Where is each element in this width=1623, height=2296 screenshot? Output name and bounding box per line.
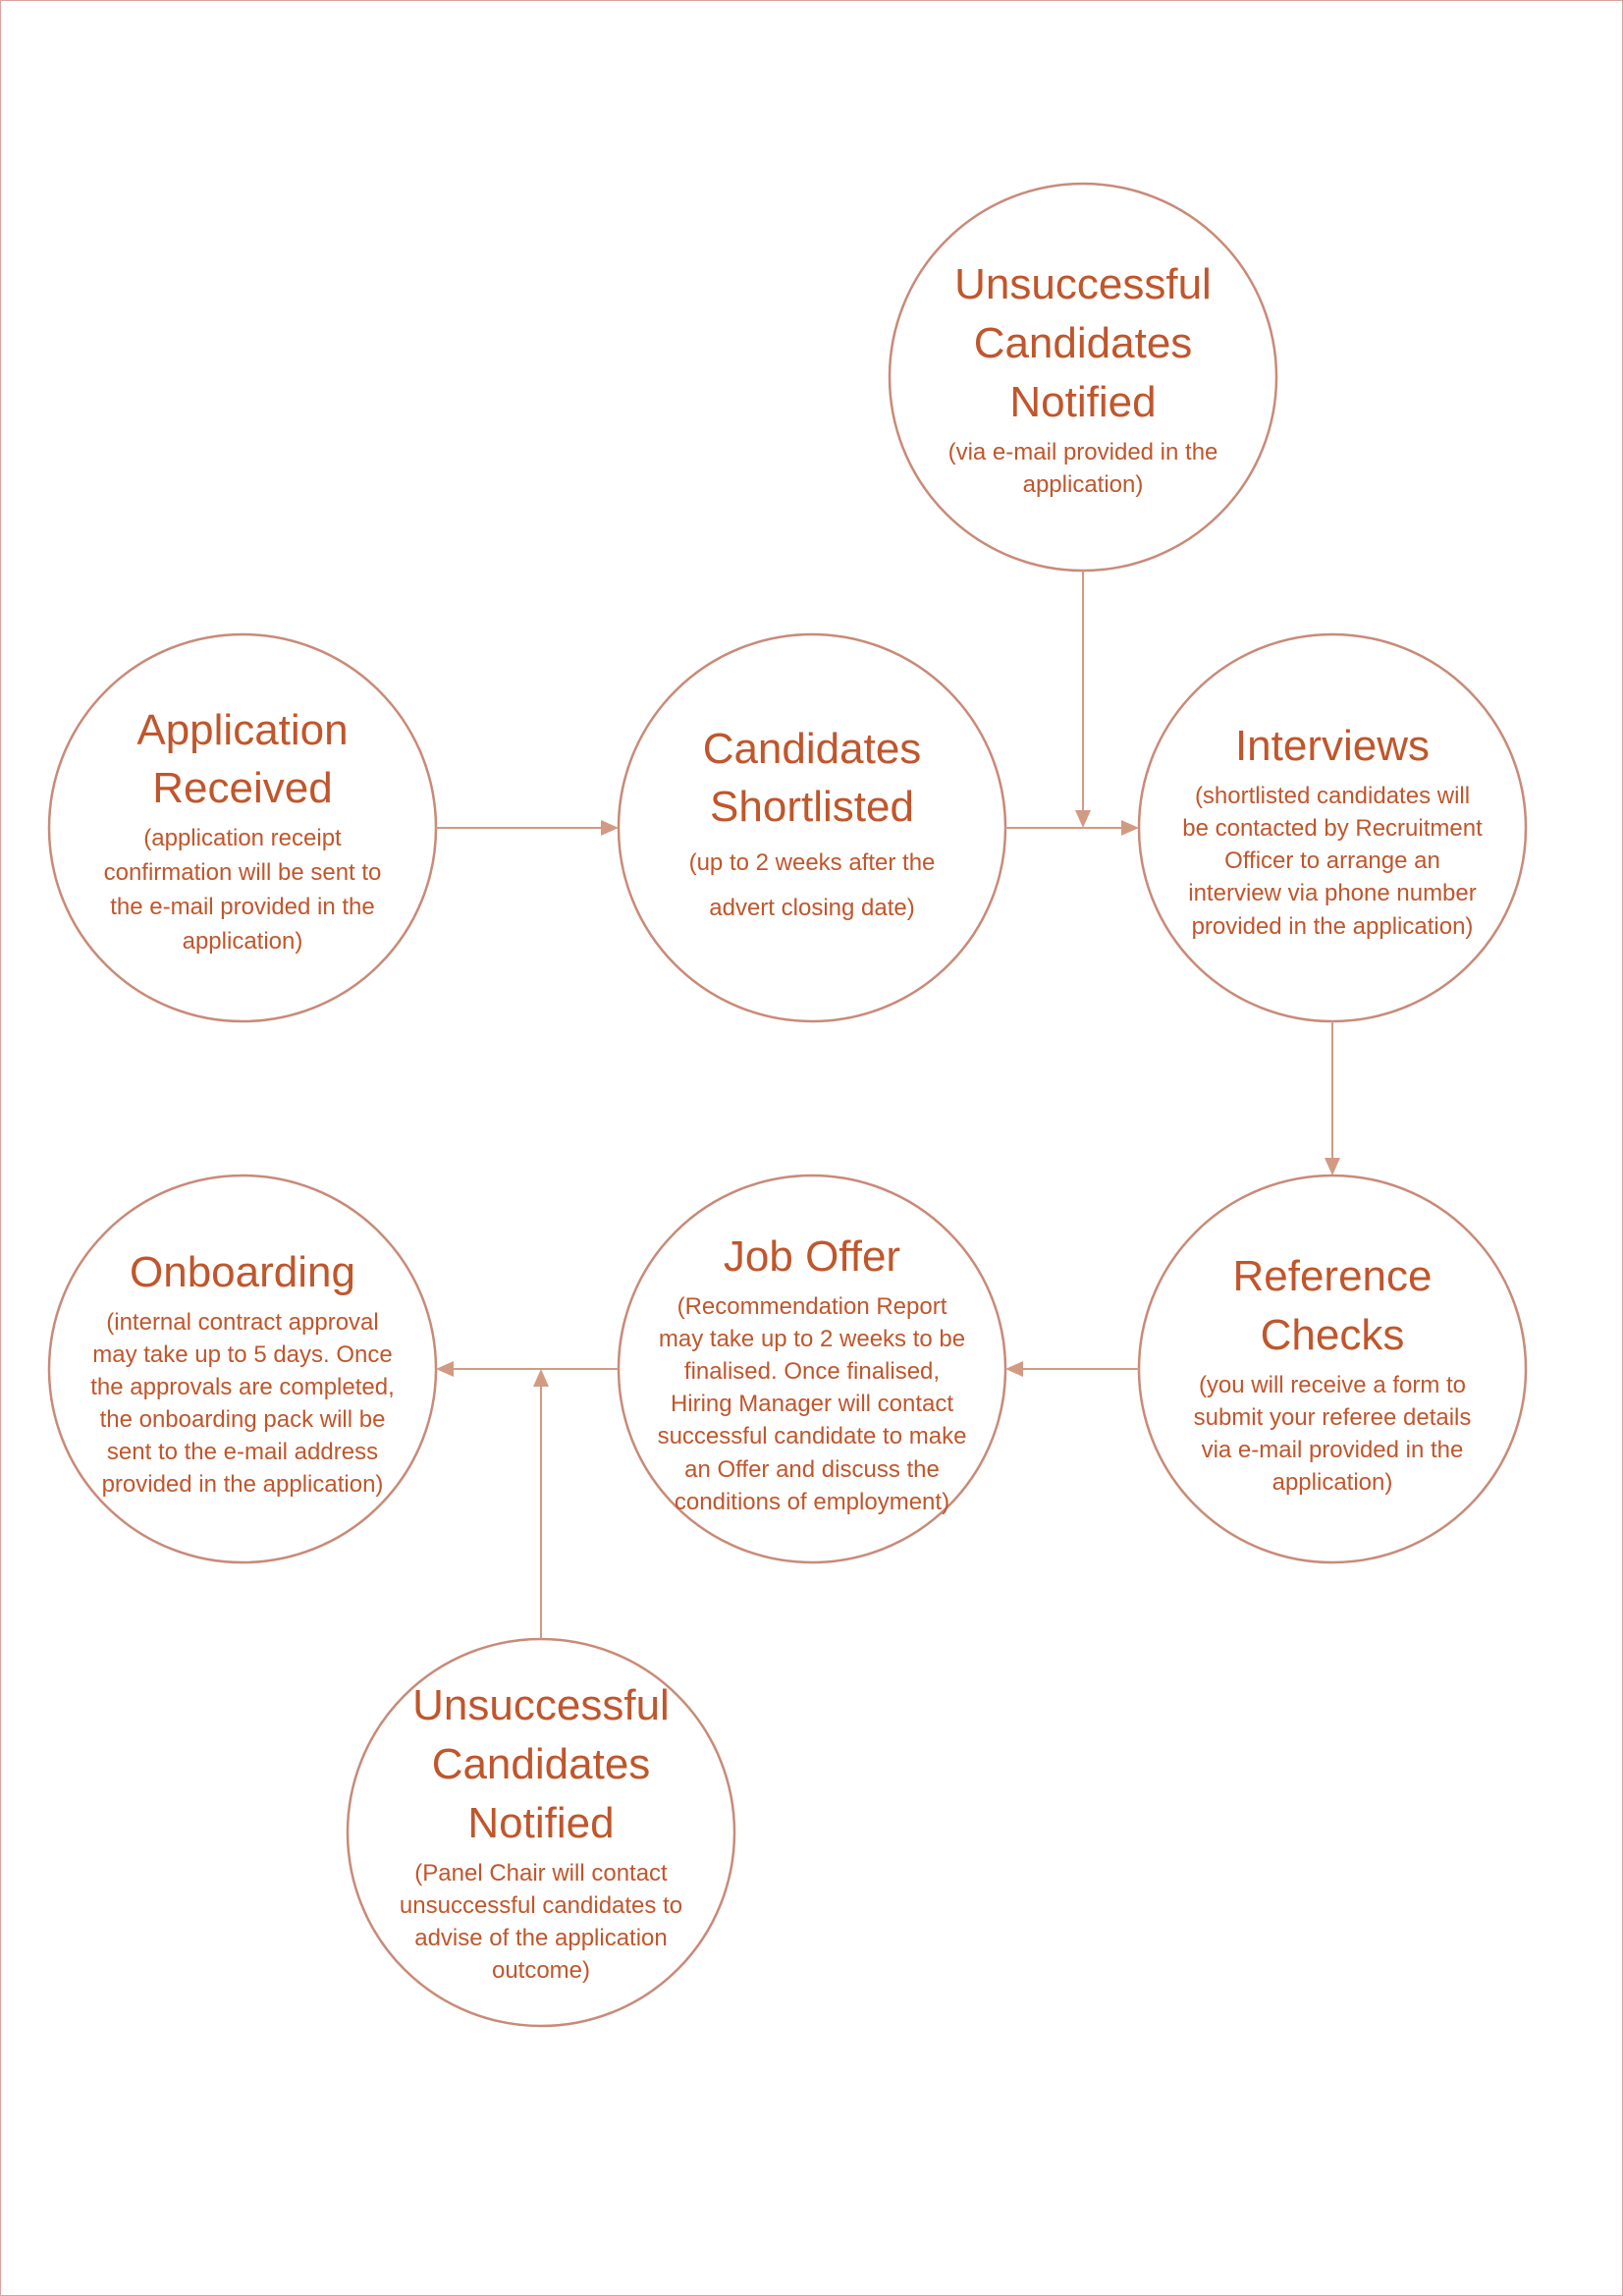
node-interviews xyxy=(1161,717,1504,943)
node-description: (application receipt confirmation will be sent to the e-mail provided in the application) xyxy=(103,825,382,955)
node-unsuccessful-top xyxy=(916,250,1250,506)
node-description: (Panel Chair will contact unsuccessful candidates to advise of the application outcome) xyxy=(399,1859,683,1984)
node-title: Candidates Shortlisted xyxy=(702,724,922,832)
connector-interviews-to-references xyxy=(1325,1021,1340,1175)
connector-unsuccessful-top-down xyxy=(1075,571,1091,828)
node-unsuccessful-bottom xyxy=(374,1679,708,1984)
connector-application-to-shortlisted xyxy=(436,820,619,836)
node-description: (shortlisted candidates will be contacted by Recruitment Officer to arrange an interview via phone number provided in the application) xyxy=(1182,783,1483,940)
arrowhead-down xyxy=(1075,810,1091,828)
arrowhead-right xyxy=(601,820,619,836)
node-onboarding xyxy=(71,1239,414,1504)
connector-references-to-joboffer xyxy=(1005,1361,1139,1377)
node-reference-checks xyxy=(1165,1245,1499,1501)
arrowhead-down xyxy=(1325,1158,1340,1175)
node-title: Application Received xyxy=(136,705,349,813)
node-description: (internal contract approval may take up to 5 days. Once the approvals are completed, the onboarding pack will be sent to the e-mail address provided in the application) xyxy=(90,1308,395,1499)
node-application-received xyxy=(76,687,409,972)
connector-unsuccessful-bottom-up xyxy=(533,1369,549,1639)
node-title: Reference Checks xyxy=(1232,1251,1433,1359)
node-description: (you will receive a form to submit your referee details via e-mail provided in the application) xyxy=(1193,1371,1472,1496)
node-title: Unsuccessful Candidates Notified xyxy=(954,260,1212,426)
arrowhead-up xyxy=(533,1369,549,1387)
node-title: Onboarding xyxy=(130,1247,355,1296)
connector-joboffer-to-onboarding xyxy=(436,1361,619,1377)
node-candidates-shortlisted xyxy=(645,722,979,928)
node-title: Unsuccessful Candidates Notified xyxy=(412,1681,670,1847)
arrowhead-left xyxy=(436,1361,454,1377)
node-description: (Recommendation Report may take up to 2 weeks to be finalised. Once finalised, Hiring Manager will contact successful candidate to make an Offer and discuss the conditions of employment) xyxy=(657,1293,967,1515)
node-title: Job Offer xyxy=(723,1232,901,1282)
arrowhead-left xyxy=(1005,1361,1023,1377)
connector-shortlisted-to-interviews xyxy=(1005,820,1139,836)
node-job-offer xyxy=(640,1226,984,1520)
node-description: (up to 2 weeks after the advert closing date) xyxy=(688,849,936,921)
arrowhead-right xyxy=(1121,820,1139,836)
node-description: (via e-mail provided in the application) xyxy=(947,438,1218,498)
node-title: Interviews xyxy=(1234,722,1431,771)
